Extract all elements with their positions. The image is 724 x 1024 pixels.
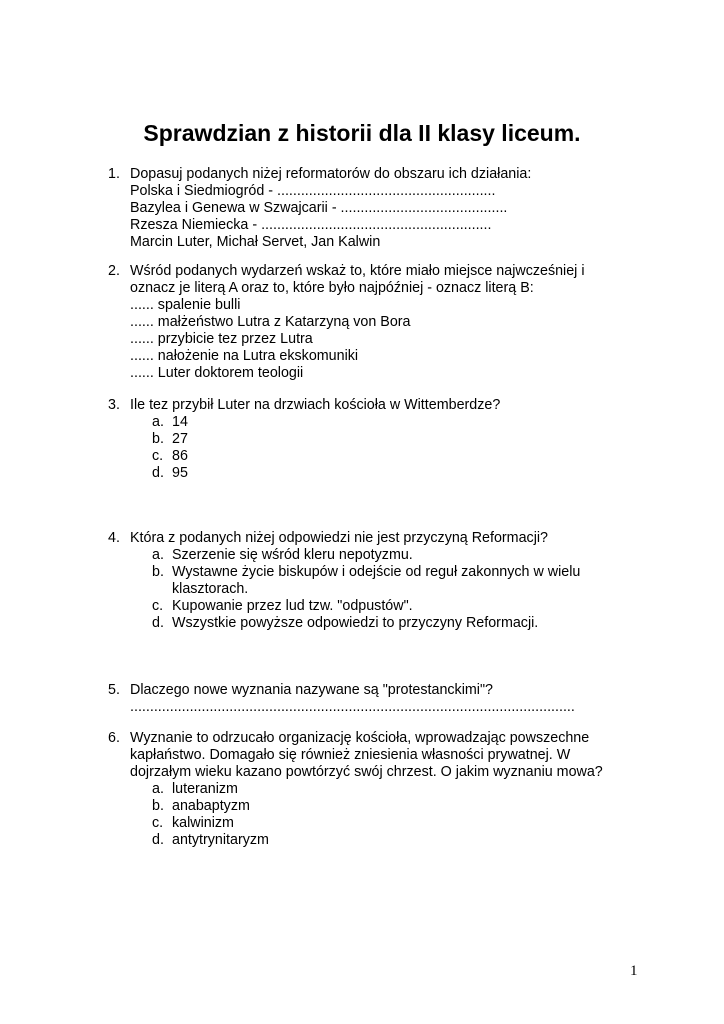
answer-option [130,465,500,482]
question-number: 1. [108,166,120,182]
question-1 [108,166,531,251]
option-text: kalwinizm [172,815,234,831]
question-2 [108,263,585,382]
question-5 [108,682,575,716]
option-letter: d. [152,615,164,631]
question-number: 4. [108,530,120,546]
matching-line: Rzesza Niemiecka - .......................................................... [130,217,492,233]
answer-blank: ................................................................................................................ [130,699,575,715]
answer-option [130,615,580,632]
answer-option [130,832,603,849]
page-number: 1 [630,963,638,979]
option-letter: a. [152,414,164,430]
option-letter: b. [152,431,164,447]
option-letter: c. [152,815,164,831]
question-text: Dopasuj podanych niżej reformatorów do obszaru ich działania: [130,166,532,182]
option-letter: d. [152,465,164,481]
option-letter: c. [152,448,164,464]
question-number: 6. [108,730,120,746]
option-letter: b. [152,798,164,814]
question-text: Dlaczego nowe wyznania nazywane są "protestanckimi"? [130,682,493,698]
option-letter: b. [152,564,164,580]
question-3 [108,397,500,482]
option-letter: c. [152,598,164,614]
matching-line: Bazylea i Genewa w Szwajcarii - .......................................... [130,200,508,216]
option-text: 95 [172,465,188,481]
event-item: ...... przybicie tez przez Lutra [130,331,313,347]
matching-line: Polska i Siedmiogród - ....................................................... [130,183,496,199]
event-item: ...... małżeństwo Lutra z Katarzyną von Bora [130,314,411,330]
answer-option [130,781,603,798]
question-text: Ile tez przybił Luter na drzwiach kościoła w Wittemberdze? [130,397,501,413]
option-text: Wystawne życie biskupów i odejście od reguł zakonnych w wielu klasztorach. [172,564,581,597]
option-text: 27 [172,431,188,447]
question-text: Wśród podanych wydarzeń wskaż to, które miało miejsce najwcześniej i [130,263,585,279]
option-text: Kupowanie przez lud tzw. "odpustów". [172,598,413,614]
event-item: ...... nałożenie na Lutra ekskomuniki [130,348,359,364]
question-number: 2. [108,263,120,279]
answer-option [130,815,603,832]
answer-option [130,431,500,448]
answer-option [130,547,580,564]
option-text: antytrynitaryzm [172,832,269,848]
question-text: Która z podanych niżej odpowiedzi nie jest przyczyną Reformacji? [130,530,548,546]
question-text: Wyznanie to odrzucało organizację kościoła, wprowadzając powszechne [130,730,590,746]
reformers-list: Marcin Luter, Michał Servet, Jan Kalwin [130,234,381,250]
option-letter: d. [152,832,164,848]
page-title: Sprawdzian z historii dla II klasy liceum. [143,120,581,146]
option-text: 14 [172,414,188,430]
option-letter: a. [152,547,164,563]
option-text: luteranizm [172,781,238,797]
question-4 [108,530,580,632]
question-text: oznacz je literą A oraz to, które było najpóźniej - oznacz literą B: [130,280,534,296]
answer-option [130,564,580,598]
option-text: Wszystkie powyższe odpowiedzi to przyczyny Reformacji. [172,615,539,631]
answer-option [130,448,500,465]
question-number: 3. [108,397,120,413]
question-text: kapłaństwo. Domagało się również zniesienia własności prywatnej. W [130,747,571,763]
event-item: ...... Luter doktorem teologii [130,365,304,381]
question-number: 5. [108,682,120,698]
answer-option [130,798,603,815]
question-text: dojrzałym wieku kazano powtórzyć swój chrzest. O jakim wyznaniu mowa? [130,764,603,780]
option-text: anabaptyzm [172,798,250,814]
answer-option [130,414,500,431]
option-text: Szerzenie się wśród kleru nepotyzmu. [172,547,413,563]
event-item: ...... spalenie bulli [130,297,241,313]
option-text: 86 [172,448,188,464]
option-letter: a. [152,781,164,797]
answer-option [130,598,580,615]
question-6 [108,730,603,849]
